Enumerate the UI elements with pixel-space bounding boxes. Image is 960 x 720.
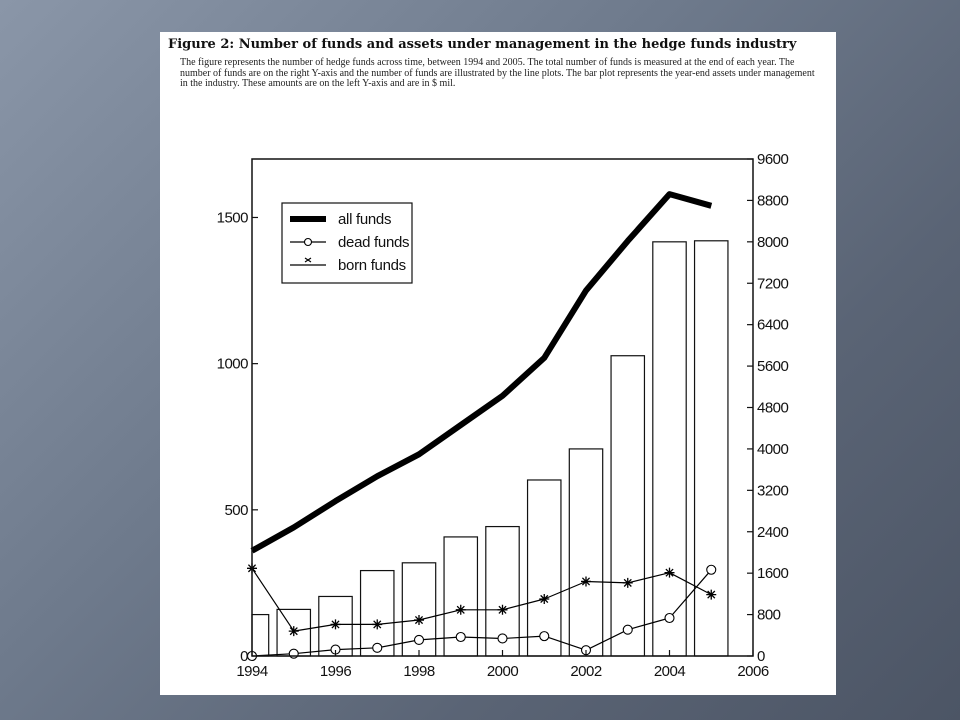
point-born-funds-1998 <box>414 615 424 625</box>
x-tick-label-1994: 1994 <box>236 663 268 680</box>
point-dead-funds-1995 <box>289 649 298 658</box>
right-tick-label-5600: 5600 <box>757 358 789 376</box>
legend <box>282 203 412 283</box>
right-tick-label-0: 0 <box>757 648 765 665</box>
point-born-funds-2004 <box>665 568 675 578</box>
right-tick-label-8800: 8800 <box>757 192 789 210</box>
x-tick-label-2002: 2002 <box>570 663 602 680</box>
point-born-funds-1999 <box>456 605 466 615</box>
right-tick-label-4000: 4000 <box>757 440 789 458</box>
left-tick-label-0: 0 <box>240 648 248 665</box>
point-dead-funds-2005 <box>707 565 716 574</box>
bar-1994 <box>252 615 269 656</box>
left-tick-label-1500: 1500 <box>216 209 248 227</box>
point-born-funds-1995 <box>289 626 299 636</box>
x-tick-label-1998: 1998 <box>403 663 435 680</box>
legend-label-all-funds: all funds <box>338 211 392 228</box>
slide-panel <box>160 32 836 695</box>
point-born-funds-2005 <box>706 590 716 600</box>
figure-caption: The figure represents the number of hedge funds across time, between 1994 and 2005. The total number of funds is measured at the end of each year. The number of funds are on the right Y-axis and the number of funds are illustrated by the line plots. The bar plot represents the year-end assets under management in the industry. These amounts are on the left Y-axis and are in $ mil. <box>180 57 815 89</box>
figure-title: Figure 2: Number of funds and assets under management in the hedge funds industry <box>168 37 797 52</box>
bar-2003 <box>611 356 644 656</box>
point-born-funds-1997 <box>372 619 382 629</box>
x-tick-label-1996: 1996 <box>319 663 352 680</box>
point-born-funds-2001 <box>539 594 549 604</box>
right-tick-label-8000: 8000 <box>757 233 789 251</box>
point-dead-funds-2000 <box>498 634 507 643</box>
x-tick-label-2004: 2004 <box>653 663 686 680</box>
left-tick-label-500: 500 <box>224 501 248 519</box>
right-tick-label-6400: 6400 <box>757 316 789 334</box>
left-tick-label-1000: 1000 <box>216 355 248 373</box>
right-tick-label-4800: 4800 <box>757 399 789 417</box>
x-tick-label-2006: 2006 <box>737 663 769 680</box>
point-born-funds-2003 <box>623 578 633 588</box>
right-tick-label-9600: 9600 <box>757 151 789 168</box>
right-tick-label-1600: 1600 <box>757 565 789 583</box>
bar-2004 <box>653 242 686 656</box>
point-born-funds-2000 <box>498 605 508 615</box>
legend-label-dead-funds: dead funds <box>338 234 410 251</box>
point-dead-funds-2004 <box>665 613 674 622</box>
legend-label-born-funds: born funds <box>338 257 406 274</box>
bars-layer <box>252 241 728 656</box>
bar-2002 <box>569 449 602 656</box>
point-dead-funds-1998 <box>415 635 424 644</box>
point-dead-funds-2001 <box>540 632 549 641</box>
bar-2001 <box>528 480 561 656</box>
point-born-funds-2002 <box>581 576 591 586</box>
point-born-funds-1996 <box>331 619 341 629</box>
right-tick-label-3200: 3200 <box>757 482 789 500</box>
x-tick-label-2000: 2000 <box>486 663 519 680</box>
point-dead-funds-1999 <box>456 632 465 641</box>
right-tick-label-2400: 2400 <box>757 523 789 541</box>
point-dead-funds-1997 <box>373 643 382 652</box>
point-dead-funds-2003 <box>623 625 632 634</box>
right-tick-label-7200: 7200 <box>757 275 789 293</box>
right-tick-label-800: 800 <box>757 606 781 624</box>
chart <box>160 32 836 695</box>
legend-marker-dead-funds <box>305 239 312 246</box>
